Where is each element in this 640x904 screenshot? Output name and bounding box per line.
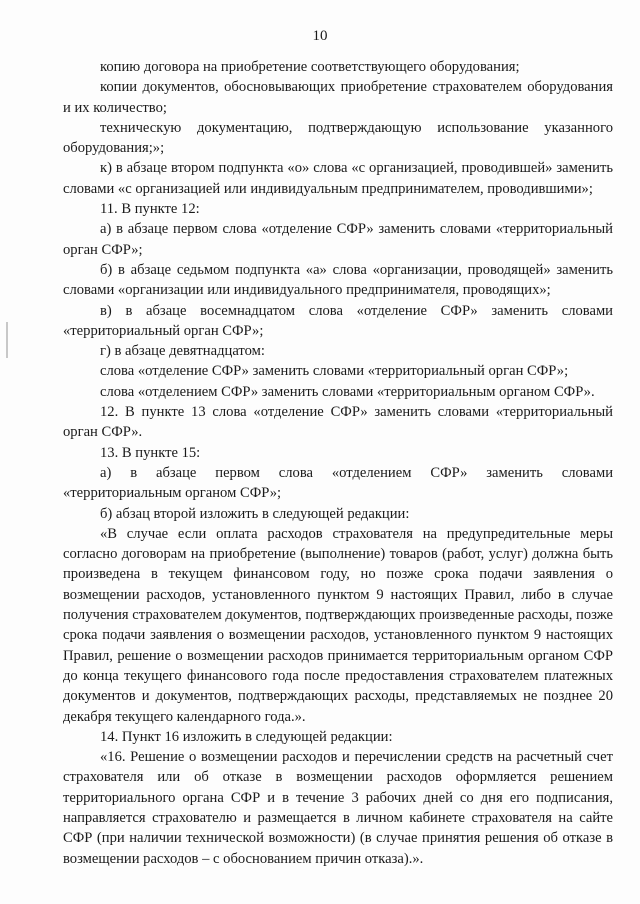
paragraph-1: копию договора на приобретение соответствующего оборудования; (100, 59, 520, 75)
paragraph-15: б) абзац второй изложить в следующей редакции: (100, 505, 410, 522)
paragraph-3: техническую документацию, подтверждающую использование указанного оборудования;»; (63, 119, 613, 157)
paragraph-17: 14. Пункт 16 изложить в следующей редакции: (100, 728, 393, 745)
paragraph-6: а) в абзаце первом слова «отделение СФР» заменить словами «территориальный орган СФР»; (63, 221, 613, 258)
paragraph-16: «В случае если оплата расходов страхователя на предупредительные меры согласно договорам на приобретение (выполнение) товаров (работ, услуг) должна быть произведена в текущем финансовом году, но позже срока подачи заявления о возмещении расходов, установленного пунктом 9 настоящих Правил, либо в случае получения страхователем документов, подтверждающих произведенные расходы, позже срока подачи заявления о возмещении расходов, установленного пунктом 9 настоящих Правил, решение о возмещении расходов принимается территориальным органом СФР до конца текущего финансового года после предоставления страхователем платежных документов и документов, подтверждающих расходы, представляемых не позднее 20 декабря текущего календарного года.». (63, 525, 613, 725)
paragraph-13: 13. В пункте 15: (100, 444, 201, 461)
page-number: 10 (312, 28, 328, 44)
paragraph-2: копии документов, обосновывающих приобретение страхователем оборудования и их количество; (63, 79, 613, 116)
paragraph-14: а) в абзаце первом слова «отделением СФР» заменить словами «территориальным органом СФР»; (63, 464, 613, 502)
paragraph-9: г) в абзаце девятнадцатом: (100, 343, 265, 360)
paragraph-7: б) в абзаце седьмом подпункта «а» слова «организации, проводящей» заменить словами «организации или индивидуального предпринимателя, проводящих»; (63, 261, 613, 299)
scan-margin-mark (6, 322, 8, 358)
paragraph-5: 11. В пункте 12: (100, 201, 200, 218)
paragraph-10: слова «отделение СФР» заменить словами «территориальный орган СФР»; (100, 363, 569, 380)
document-body (63, 57, 613, 869)
paragraph-12: 12. В пункте 13 слова «отделение СФР» заменить словами «территориальный орган СФР». (63, 404, 613, 441)
paragraph-11: слова «отделением СФР» заменить словами «территориальным органом СФР». (100, 383, 595, 400)
paragraph-8: в) в абзаце восемнадцатом слова «отделение СФР» заменить словами «территориальный орган СФР»; (63, 302, 613, 339)
paragraph-18: «16. Решение о возмещении расходов и перечислении средств на расчетный счет страхователя или об отказе в возмещении расходов оформляется решением территориального органа СФР и в течение 3 рабочих дней со дня его подписания, направляется страхователю и размещается в личном кабинете страхователя на сайте СФР (при наличии технической возможности) (в случае принятия решения об отказе в возмещении расходов – с обоснованием причин отказа).». (63, 749, 613, 867)
paragraph-4: к) в абзаце втором подпункта «о» слова «с организацией, проводившей» заменить словами «с организацией или индивидуальным предпринимателем, проводившими»; (63, 160, 613, 197)
